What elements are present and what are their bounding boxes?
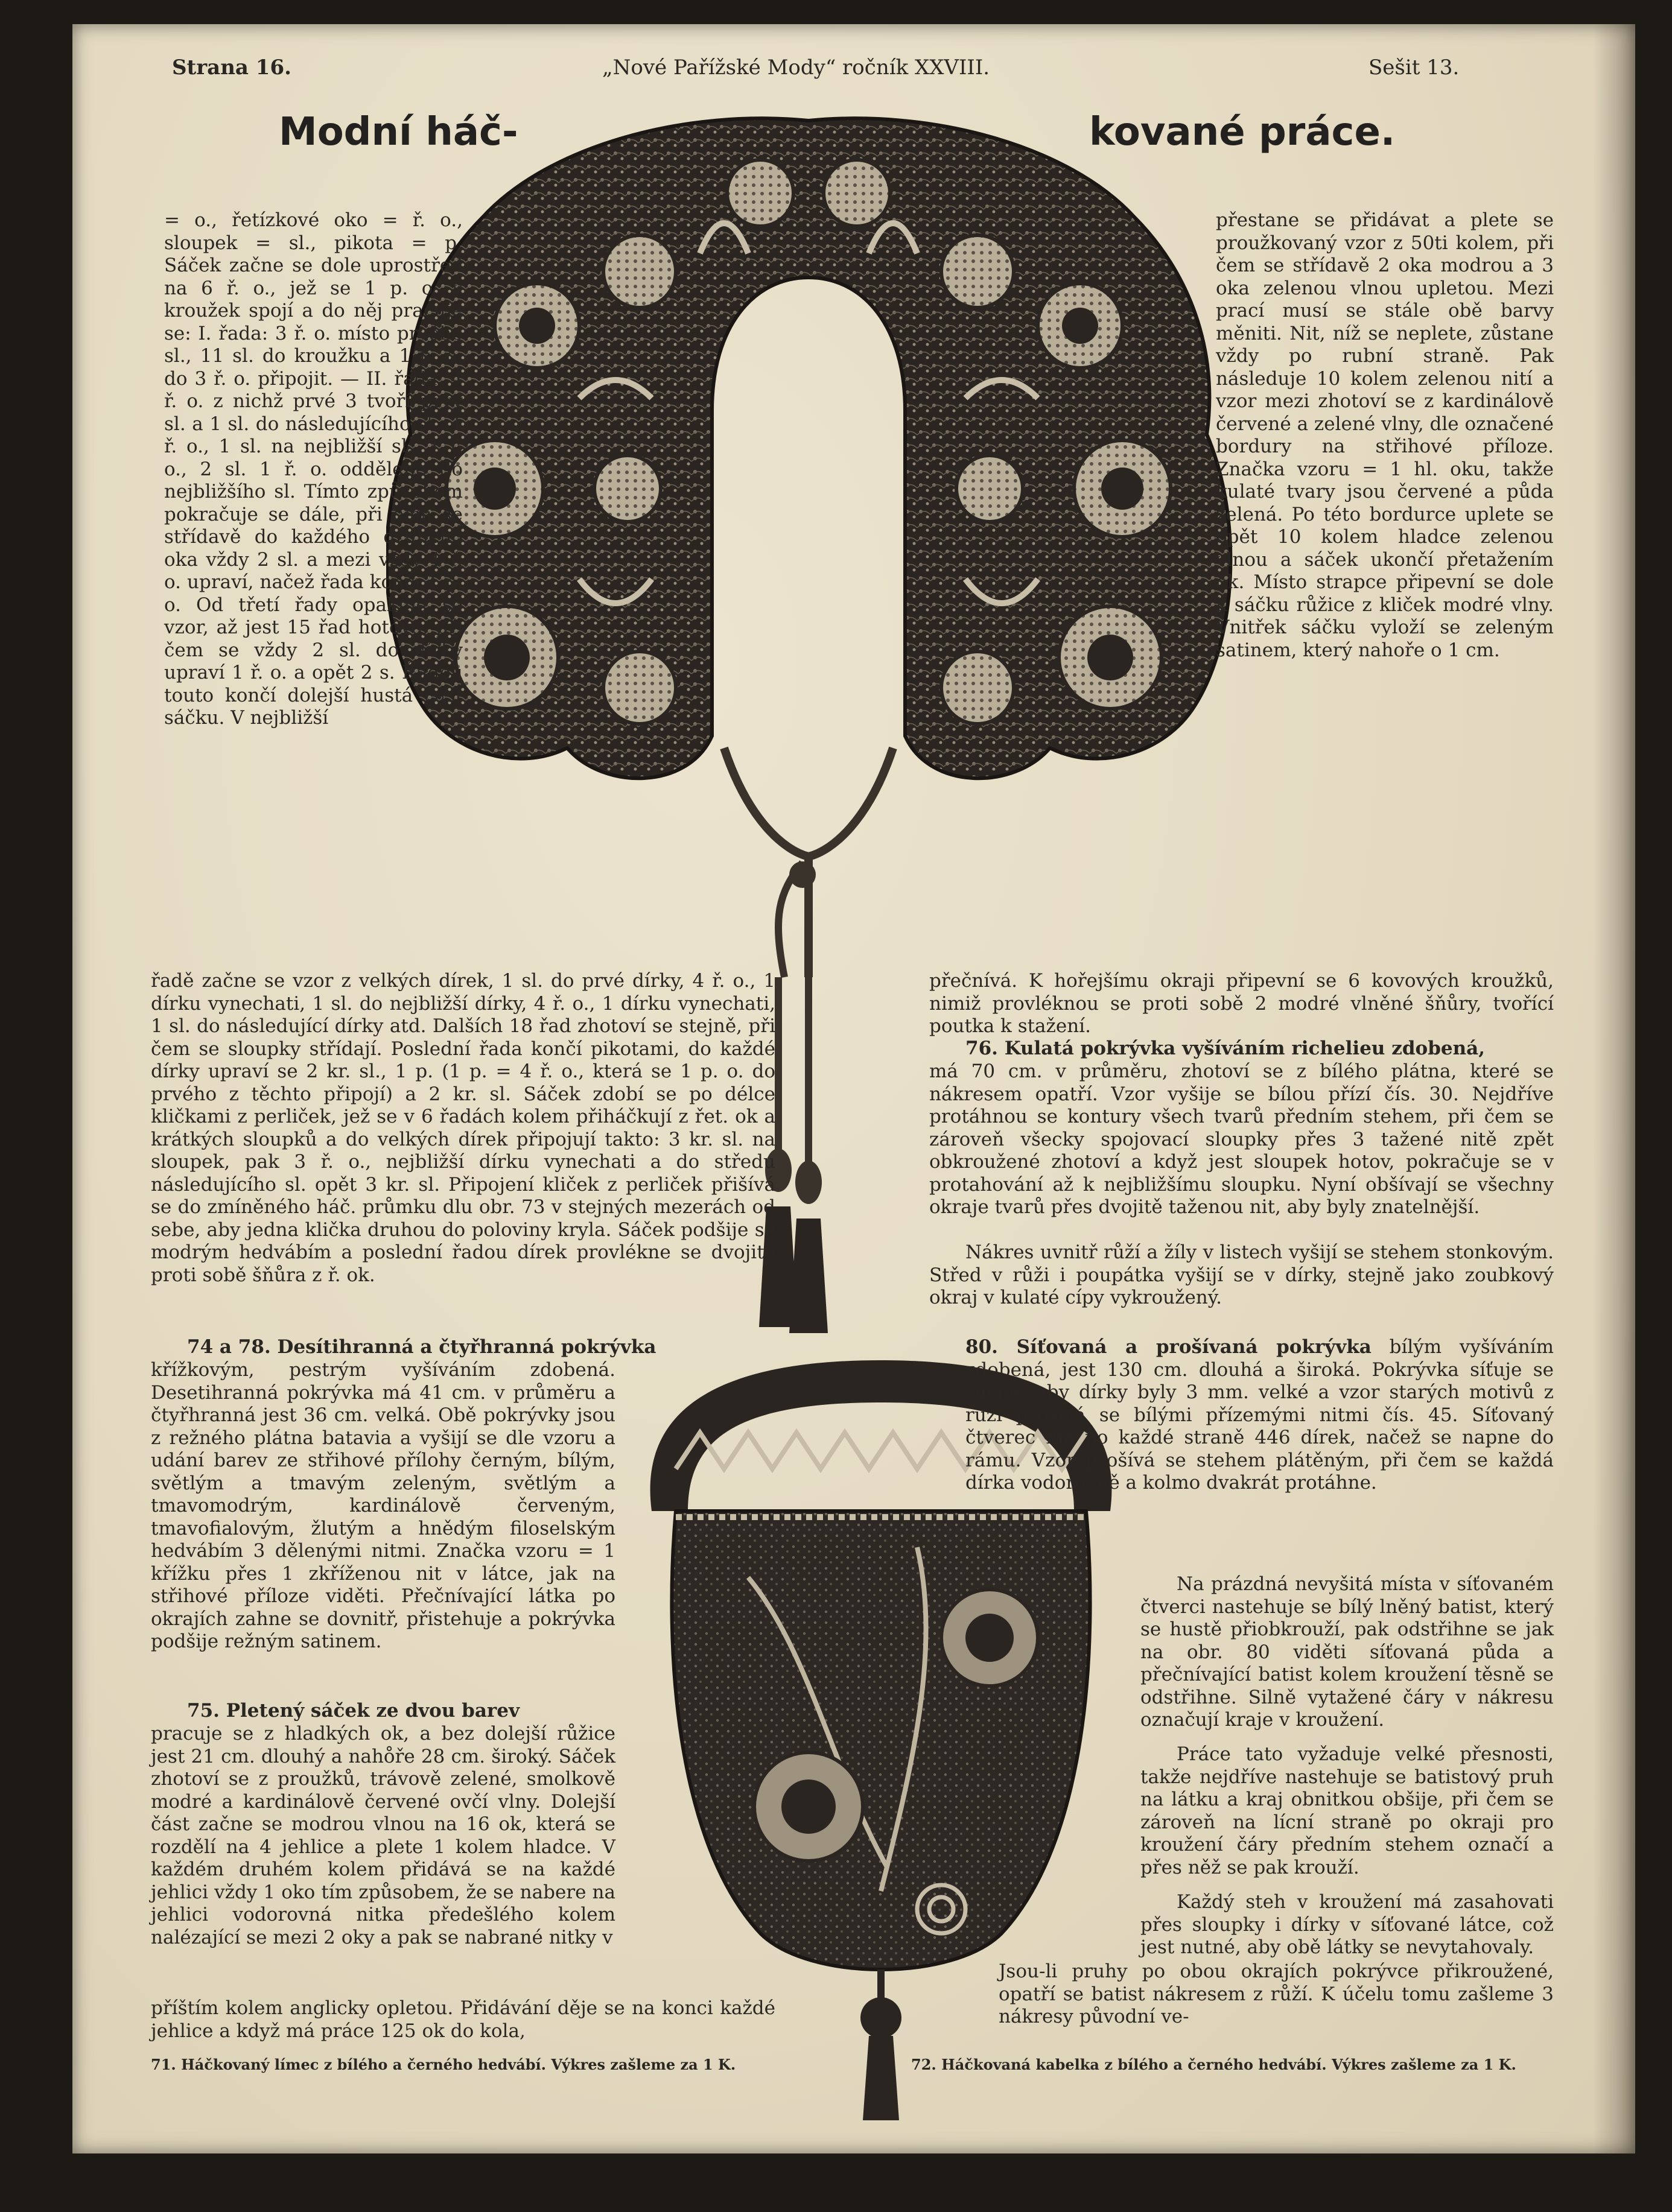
- figure-71-caption: 71. Háčkovaný límec z bílého a černého hedvábí. Výkres zašleme za 1 K.: [151, 2056, 736, 2073]
- binding-shadow: [1593, 24, 1635, 2153]
- section-80-p3: Práce tato vyžaduje velké přesnosti, takže nejdříve nastehuje se batistový pruh na látku a kraj obnitkou obšije, při čem se zároveň na lícní straně po okraji pro kroužení čáry předním stehem označí a přes něž se pak krouží.: [1140, 1743, 1554, 1878]
- section-80-p2: Na prázdná nevyšitá místa v síťovaném čtverci nastehuje se bílý lněný batist, který se hustě přiobkrouží, pak odstřihne se jak na obr. 80 viděti síťovaná půda a přečnívající batist kolem kroužení těsně se odstřihne. Silně vytažené čáry v nákresu označují kraje v kroužení.: [1140, 1573, 1554, 1731]
- running-title: „Nové Pařížské Mody“ ročník XXVIII.: [602, 55, 990, 80]
- section-74-heading: [187, 1336, 775, 1359]
- section-76-text-2: Nákres uvnitř růží a žíly v listech vyšijí se stehem stonkovým. Střed v růži i poupátka vyšijí se v dírky, stejně jako zoubkový okraj v kulaté cípy vykroužený.: [929, 1241, 1554, 1308]
- section-80-first-text: bílým vyšíváním zdobená, jest 130 cm. dlouhá a široká. Pokrývka síťuje se ručně, aby dírky byly 3 mm. velké a vzor starých motivů z růží prošívá se bílými přízemými nitmi čís. 45. Síťovaný čtverec má po každé straně 446 dírek, načež se napne do rámu. Vzor prošívá se stehem plátěným, při čem se každá dírka vodorovně a kolmo dvakrát protáhne.: [965, 1336, 1554, 1494]
- section-76-heading-text: 76. Kulatá pokrývka vyšíváním richelieu zdobená,: [965, 1038, 1486, 1059]
- section-74-text: křížkovým, pestrým vyšíváním zdobená. Desetihranná pokrývka má 41 cm. v průměru a čtyřhranná jest 36 cm. velká. Obě pokrývky jsou z režného plátna batavia a vyšijí se dle vzoru a udání barev ze střihové přílohy černým, bílým, světlým a tmavým zeleným, světlým a tmavomodrým, kardinálově červeným, tmavofialovým, žlutým a hnědým filoselským hedvábím 3 dělenými nitmi. Značka vzoru = 1 křížku přes 1 zkříženou nit v látce, jak na střihové příloze viděti. Přečnívající látka po okrajích zahne se dovnitř, přistehuje a pokrývka podšije režným satinem.: [151, 1359, 615, 1652]
- section-75-heading-text: 75. Pletený sáček ze dvou barev: [187, 1700, 520, 1722]
- left-column-bottom-text: příštím kolem anglicky opletou. Přidávání děje se na konci každé jehlice a když má práce 125 ok do kola,: [151, 1997, 775, 2042]
- right-column-wide-text: přečnívá. K hořejšímu okraji připevní se 6 kovových kroužků, nimiž provléknou se proti sobě 2 modré vlněné šňůry, tvořící poutka k stažení.: [929, 970, 1554, 1037]
- page-number: Strana 16.: [172, 55, 291, 80]
- right-column-intro: přestane se přidávat a plete se proužkovaný vzor z 50ti kolem, při čem se střídavě 2 oka modrou a 3 oka zelenou vlnou upletou. Mezi prací musí se stále obě barvy měniti. Nit, níž se neplete, zůstane vždy po rubní straně. Pak následuje 10 kolem zelenou nití a vzor mezi zhotoví se z kardinálově červené a zelené vlny, dle označené bordury na střihové příloze. Značka vzoru = 1 hl. oku, takže kulaté tvary jsou červené a půda zelená. Po této bordurce uplete se opět 10 kolem hladce zelenou vlnou a sáček ukončí přetažením ok. Místo strapce připevní se dole k sáčku růžice z kliček modré vlny. Vnitřek sáčku vyloží se zeleným satinem, který nahoře o 1 cm.: [1216, 209, 1554, 661]
- section-80-p5: Jsou-li pruhy po obou okrajích pokrývce přikroužené, opatří se batist nákresem z růží. K účelu tomu zašleme 3 nákresy původní ve-: [999, 1960, 1554, 2027]
- magazine-page: [72, 24, 1635, 2153]
- crocheted-collar-illustration-icon: [386, 97, 1249, 983]
- figure-72-caption: 72. Háčkovaná kabelka z bílého a černého hedvábí. Výkres zašleme za 1 K.: [911, 2056, 1516, 2073]
- section-75-text: pracuje se z hladkých ok, a bez dolejší růžice jest 21 cm. dlouhý a naho̊ře 28 cm. široký. Sáček zhotoví se z proužků, trávově zelené, smolkově modré a kardinálově červené ovčí vlny. Dolejší část začne se modrou vlnou na 16 ok, která se rozdělí na 4 jehlice a plete 1 kolem hladce. V každém druhém kolem přidává se na každé jehlici vždy 1 oko tím způsobem, že se nabere na jehlici vodorovná nitka předešlého kolem nalézající se mezi 2 oky a pak se nabrané nitky v: [151, 1723, 615, 1948]
- section-80-p4: Každý steh v kroužení má zasahovati přes sloupky i dírky v síťované látce, což jest nutné, aby obě látky se nevytahovaly.: [1140, 1891, 1554, 1958]
- issue-number: Sešit 13.: [1368, 55, 1460, 80]
- article-title-left: Modní háč-: [279, 110, 518, 154]
- section-76-text: má 70 cm. v průměru, zhotoví se z bílého plátna, které se nákresem opatří. Vzor vyšije se bílou přízí čís. 30. Nejdříve protáhnou se kontury všech tvarů předním stehem, při čem se zároveň všecky spojovací sloupky přes 3 tažené nitě zpět obkroužené zhotoví a když jest sloupek hotov, pokračuje se v protahování až k nejbližšímu sloupku. Nyní obšívají se všechny okraje tvarů přes dvojitě taženou nit, aby byly znatelnější.: [929, 1060, 1554, 1218]
- section-74-heading-text: 74 a 78. Desítihranná a čtyřhranná pokrývka: [187, 1336, 656, 1358]
- left-column-wide-text: řadě začne se vzor z velkých dírek, 1 sl. do prvé dírky, 4 ř. o., 1 dírku vynechati, 1 sl. do nejbližší dírky, 4 ř. o., 1 dírku vynechati, 1 sl. do následující dírky atd. Dalších 18 řad zhotoví se stejně, při čem se sloupky střídají. Poslední řada končí pikotami, do každé dírky upraví se 2 kr. sl., 1 p. (1 p. = 4 ř. o., která se 1 p. o. do prvého z těchto připojí) a 2 kr. sl. Sáček zdobí se po délce kličkami z perliček, jež se v 6 řadách kolem přiháčkují z řet. ok a krátkých sloupků a do velkých dírek připojují takto: 3 kr. sl. na sloupek, pak 3 ř. o., nejbližší dírku vynechati a do středu následujícího sl. opět 3 kr. sl. Připojení kliček z perliček přišívá se do zmíněného háč. průmku dlu obr. 73 v stejných mezerách od sebe, aby jedna klička druhou do poloviny kryla. Sáček podšije se modrým hedvábím a poslední řadou dírek provlékne se dvojitě proti sobě šňůra z ř. ok.: [151, 970, 775, 1286]
- section-80-block: [965, 1336, 1554, 1495]
- article-title-right: kované práce.: [1089, 110, 1396, 154]
- section-75-heading: [187, 1700, 615, 1723]
- section-76-heading: [965, 1038, 1554, 1060]
- left-column-intro: = o., řetízkové oko = ř. o., sloupek = sl., pikota = p. Sáček začne se dole uprostřed na 6 ř. o., jež se 1 p. o. v kroužek spojí a do něj pracuje se: I. řada: 3 ř. o. místo prvého sl., 11 sl. do kroužku a 1 p. o. do 3 ř. o. připojit. — II. řada: 4 ř. o. z nichž prvé 3 tvoří prvý sl. a 1 sl. do následujícího sl., 1 ř. o., 1 sl. na nejbližší sl., 1 ř. o., 2 sl. 1 ř. o. oddělené do nejbližšího sl. Tímto způsobem pokračuje se dále, při čem se střídavě do každého druhého oka vždy 2 sl. a mezi vždy 1 ř. o. upraví, načež řada končí 1 p. o. Od třetí řady opakuje se vzor, až jest 15 řad hotovo, při čem se vždy 2 sl. do dírky upraví 1 ř. o. a opět 2 s. Řadou touto končí dolejší hustá část sáčku. V nejbližší: [164, 209, 463, 729]
- collar-figure: [386, 97, 1249, 983]
- section-80-heading: 80. Síťovaná a prošívaná pokrývka: [965, 1336, 1372, 1358]
